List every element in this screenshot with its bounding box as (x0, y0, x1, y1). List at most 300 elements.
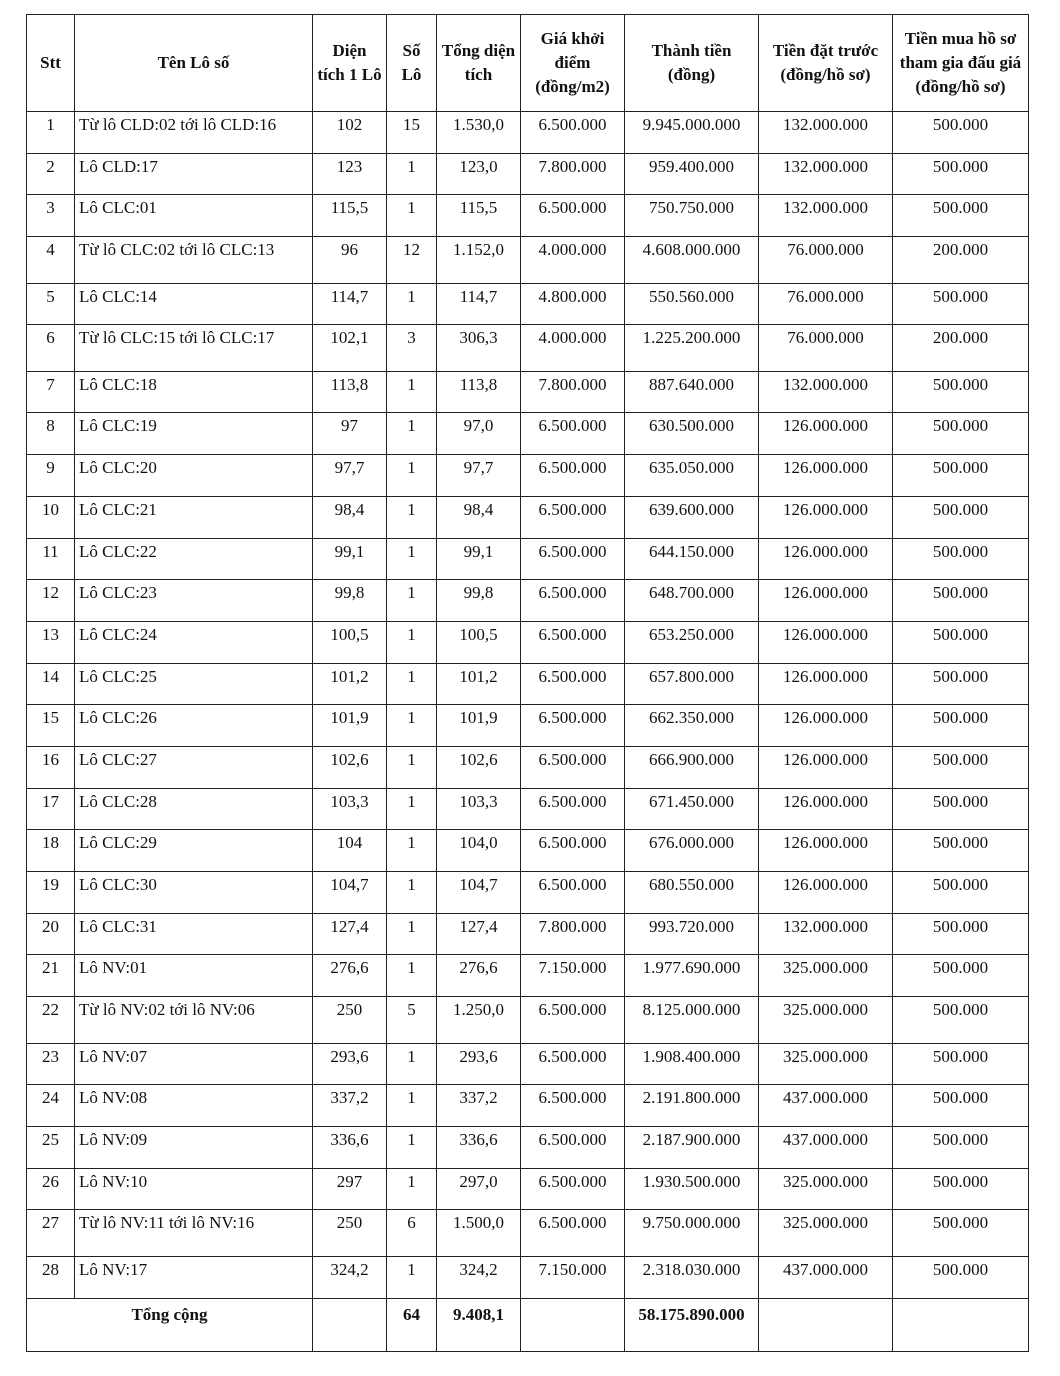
cell-area-per-lot: 337,2 (313, 1085, 387, 1127)
cell-lot-count: 1 (387, 621, 437, 663)
table-row (27, 997, 1029, 1044)
cell-amount: 662.350.000 (625, 705, 759, 747)
cell-dossier-fee: 500.000 (893, 788, 1029, 830)
table-row (27, 496, 1029, 538)
cell-area-per-lot: 276,6 (313, 955, 387, 997)
cell-amount: 1.225.200.000 (625, 325, 759, 372)
cell-total-area: 99,1 (437, 538, 521, 580)
cell-lot-name: Lô CLC:28 (75, 788, 313, 830)
cell-deposit: 126.000.000 (759, 496, 893, 538)
cell-starting-price: 4.000.000 (521, 325, 625, 372)
cell-dossier-fee: 500.000 (893, 663, 1029, 705)
cell-lot-count: 1 (387, 913, 437, 955)
cell-area-per-lot: 293,6 (313, 1043, 387, 1085)
cell-starting-price: 7.800.000 (521, 913, 625, 955)
cell-total-area: 101,2 (437, 663, 521, 705)
cell-lot-count: 1 (387, 788, 437, 830)
table-row (27, 195, 1029, 237)
header-area-per-lot: Diện tích 1 Lô (313, 15, 387, 112)
cell-lot-name: Lô CLC:20 (75, 455, 313, 497)
cell-stt: 25 (27, 1126, 75, 1168)
cell-deposit: 132.000.000 (759, 195, 893, 237)
table-row (27, 580, 1029, 622)
cell-lot-name: Lô CLC:19 (75, 413, 313, 455)
cell-stt: 22 (27, 997, 75, 1044)
header-amount: Thành tiền (đồng) (625, 15, 759, 112)
cell-starting-price: 6.500.000 (521, 1043, 625, 1085)
cell-lot-name: Lô CLD:17 (75, 153, 313, 195)
cell-area-per-lot: 114,7 (313, 283, 387, 325)
cell-amount: 9.945.000.000 (625, 112, 759, 154)
cell-starting-price: 6.500.000 (521, 112, 625, 154)
cell-deposit: 132.000.000 (759, 153, 893, 195)
cell-dossier-fee: 500.000 (893, 621, 1029, 663)
table-row (27, 1085, 1029, 1127)
cell-area-per-lot: 336,6 (313, 1126, 387, 1168)
cell-area-per-lot: 104 (313, 830, 387, 872)
header-starting-price: Giá khởi điểm (đồng/m2) (521, 15, 625, 112)
total-area: 9.408,1 (437, 1298, 521, 1351)
cell-stt: 2 (27, 153, 75, 195)
cell-total-area: 100,5 (437, 621, 521, 663)
cell-dossier-fee: 500.000 (893, 1126, 1029, 1168)
header-lot-count: Số Lô (387, 15, 437, 112)
cell-dossier-fee: 500.000 (893, 997, 1029, 1044)
cell-lot-count: 1 (387, 455, 437, 497)
cell-starting-price: 7.800.000 (521, 153, 625, 195)
cell-deposit: 325.000.000 (759, 1168, 893, 1210)
cell-total-area: 103,3 (437, 788, 521, 830)
header-lot-name: Tên Lô số (75, 15, 313, 112)
cell-area-per-lot: 98,4 (313, 496, 387, 538)
header-stt: Stt (27, 15, 75, 112)
cell-total-area: 113,8 (437, 371, 521, 413)
cell-lot-name: Từ lô NV:02 tới lô NV:06 (75, 997, 313, 1044)
cell-lot-count: 1 (387, 955, 437, 997)
cell-deposit: 126.000.000 (759, 788, 893, 830)
table-row (27, 913, 1029, 955)
cell-deposit: 132.000.000 (759, 112, 893, 154)
cell-dossier-fee: 500.000 (893, 580, 1029, 622)
cell-area-per-lot: 100,5 (313, 621, 387, 663)
cell-starting-price: 6.500.000 (521, 872, 625, 914)
cell-amount: 648.700.000 (625, 580, 759, 622)
cell-total-area: 101,9 (437, 705, 521, 747)
cell-stt: 14 (27, 663, 75, 705)
cell-dossier-fee: 500.000 (893, 112, 1029, 154)
cell-stt: 19 (27, 872, 75, 914)
cell-lot-count: 12 (387, 237, 437, 284)
header-total-area: Tổng diện tích (437, 15, 521, 112)
cell-lot-count: 1 (387, 663, 437, 705)
cell-total-area: 127,4 (437, 913, 521, 955)
cell-starting-price: 6.500.000 (521, 830, 625, 872)
cell-dossier-fee: 500.000 (893, 283, 1029, 325)
cell-lot-count: 1 (387, 746, 437, 788)
cell-deposit: 126.000.000 (759, 621, 893, 663)
cell-total-area: 1.530,0 (437, 112, 521, 154)
cell-dossier-fee: 500.000 (893, 153, 1029, 195)
cell-dossier-fee: 200.000 (893, 237, 1029, 284)
cell-stt: 3 (27, 195, 75, 237)
table-header (27, 15, 1029, 112)
cell-dossier-fee: 500.000 (893, 705, 1029, 747)
cell-stt: 1 (27, 112, 75, 154)
cell-amount: 676.000.000 (625, 830, 759, 872)
cell-lot-count: 1 (387, 1256, 437, 1298)
total-label: Tổng cộng (27, 1298, 313, 1351)
cell-stt: 9 (27, 455, 75, 497)
cell-dossier-fee: 500.000 (893, 913, 1029, 955)
cell-lot-name: Lô NV:17 (75, 1256, 313, 1298)
cell-area-per-lot: 97 (313, 413, 387, 455)
cell-deposit: 126.000.000 (759, 413, 893, 455)
cell-deposit: 126.000.000 (759, 538, 893, 580)
cell-lot-name: Lô NV:08 (75, 1085, 313, 1127)
header-dossier-fee: Tiền mua hồ sơ tham gia đấu giá (đồng/hồ sơ) (893, 15, 1029, 112)
table-row (27, 705, 1029, 747)
cell-lot-name: Lô CLC:01 (75, 195, 313, 237)
cell-lot-count: 1 (387, 538, 437, 580)
cell-total-area: 293,6 (437, 1043, 521, 1085)
cell-amount: 644.150.000 (625, 538, 759, 580)
table-row (27, 455, 1029, 497)
cell-total-area: 337,2 (437, 1085, 521, 1127)
cell-lot-name: Lô CLC:23 (75, 580, 313, 622)
cell-lot-name: Lô CLC:31 (75, 913, 313, 955)
cell-deposit: 126.000.000 (759, 830, 893, 872)
cell-lot-count: 1 (387, 153, 437, 195)
cell-starting-price: 6.500.000 (521, 413, 625, 455)
cell-dossier-fee: 500.000 (893, 1256, 1029, 1298)
table-row (27, 621, 1029, 663)
table-row (27, 872, 1029, 914)
cell-area-per-lot: 324,2 (313, 1256, 387, 1298)
cell-starting-price: 6.500.000 (521, 746, 625, 788)
cell-lot-name: Lô CLC:14 (75, 283, 313, 325)
cell-deposit: 126.000.000 (759, 872, 893, 914)
cell-lot-name: Lô CLC:21 (75, 496, 313, 538)
cell-stt: 27 (27, 1210, 75, 1257)
table-row (27, 830, 1029, 872)
cell-area-per-lot: 103,3 (313, 788, 387, 830)
cell-lot-count: 1 (387, 1043, 437, 1085)
cell-starting-price: 7.150.000 (521, 955, 625, 997)
cell-area-per-lot: 99,1 (313, 538, 387, 580)
cell-amount: 680.550.000 (625, 872, 759, 914)
cell-total-area: 104,7 (437, 872, 521, 914)
cell-amount: 887.640.000 (625, 371, 759, 413)
cell-dossier-fee: 500.000 (893, 1168, 1029, 1210)
cell-deposit: 437.000.000 (759, 1126, 893, 1168)
cell-starting-price: 7.800.000 (521, 371, 625, 413)
cell-lot-count: 15 (387, 112, 437, 154)
cell-dossier-fee: 200.000 (893, 325, 1029, 372)
cell-starting-price: 6.500.000 (521, 1168, 625, 1210)
cell-total-area: 306,3 (437, 325, 521, 372)
cell-amount: 4.608.000.000 (625, 237, 759, 284)
cell-area-per-lot: 97,7 (313, 455, 387, 497)
total-empty-price (521, 1298, 625, 1351)
cell-deposit: 76.000.000 (759, 237, 893, 284)
cell-total-area: 276,6 (437, 955, 521, 997)
table-row (27, 112, 1029, 154)
cell-amount: 630.500.000 (625, 413, 759, 455)
cell-starting-price: 7.150.000 (521, 1256, 625, 1298)
cell-area-per-lot: 96 (313, 237, 387, 284)
cell-starting-price: 6.500.000 (521, 538, 625, 580)
total-amount: 58.175.890.000 (625, 1298, 759, 1351)
cell-lot-count: 1 (387, 195, 437, 237)
land-lot-auction-table (26, 14, 1029, 1352)
table-row (27, 237, 1029, 284)
cell-lot-count: 1 (387, 830, 437, 872)
cell-stt: 12 (27, 580, 75, 622)
cell-deposit: 325.000.000 (759, 955, 893, 997)
cell-lot-count: 1 (387, 413, 437, 455)
cell-lot-count: 6 (387, 1210, 437, 1257)
cell-deposit: 132.000.000 (759, 371, 893, 413)
cell-deposit: 126.000.000 (759, 663, 893, 705)
cell-area-per-lot: 113,8 (313, 371, 387, 413)
cell-total-area: 336,6 (437, 1126, 521, 1168)
cell-dossier-fee: 500.000 (893, 371, 1029, 413)
cell-amount: 671.450.000 (625, 788, 759, 830)
cell-amount: 639.600.000 (625, 496, 759, 538)
cell-lot-name: Lô NV:09 (75, 1126, 313, 1168)
cell-stt: 5 (27, 283, 75, 325)
cell-dossier-fee: 500.000 (893, 1043, 1029, 1085)
cell-amount: 657.800.000 (625, 663, 759, 705)
cell-deposit: 132.000.000 (759, 913, 893, 955)
document-page (26, 14, 1028, 1352)
cell-stt: 23 (27, 1043, 75, 1085)
cell-stt: 20 (27, 913, 75, 955)
cell-starting-price: 6.500.000 (521, 1085, 625, 1127)
cell-amount: 653.250.000 (625, 621, 759, 663)
cell-deposit: 437.000.000 (759, 1256, 893, 1298)
cell-dossier-fee: 500.000 (893, 455, 1029, 497)
cell-stt: 10 (27, 496, 75, 538)
cell-area-per-lot: 101,2 (313, 663, 387, 705)
cell-dossier-fee: 500.000 (893, 413, 1029, 455)
cell-area-per-lot: 102 (313, 112, 387, 154)
cell-area-per-lot: 104,7 (313, 872, 387, 914)
table-row (27, 746, 1029, 788)
cell-deposit: 126.000.000 (759, 746, 893, 788)
total-row (27, 1298, 1029, 1351)
cell-dossier-fee: 500.000 (893, 1085, 1029, 1127)
cell-deposit: 126.000.000 (759, 455, 893, 497)
cell-amount: 750.750.000 (625, 195, 759, 237)
table-row (27, 663, 1029, 705)
cell-lot-name: Lô CLC:27 (75, 746, 313, 788)
cell-lot-name: Từ lô NV:11 tới lô NV:16 (75, 1210, 313, 1257)
cell-dossier-fee: 500.000 (893, 872, 1029, 914)
cell-amount: 1.908.400.000 (625, 1043, 759, 1085)
cell-lot-count: 5 (387, 997, 437, 1044)
cell-total-area: 99,8 (437, 580, 521, 622)
cell-amount: 993.720.000 (625, 913, 759, 955)
cell-starting-price: 6.500.000 (521, 1126, 625, 1168)
cell-lot-name: Từ lô CLD:02 tới lô CLD:16 (75, 112, 313, 154)
cell-lot-count: 1 (387, 580, 437, 622)
cell-stt: 24 (27, 1085, 75, 1127)
table-row (27, 538, 1029, 580)
cell-starting-price: 6.500.000 (521, 705, 625, 747)
cell-amount: 8.125.000.000 (625, 997, 759, 1044)
cell-total-area: 114,7 (437, 283, 521, 325)
total-lot-count: 64 (387, 1298, 437, 1351)
cell-dossier-fee: 500.000 (893, 538, 1029, 580)
cell-stt: 26 (27, 1168, 75, 1210)
cell-lot-name: Từ lô CLC:15 tới lô CLC:17 (75, 325, 313, 372)
cell-area-per-lot: 115,5 (313, 195, 387, 237)
table-row (27, 413, 1029, 455)
cell-starting-price: 6.500.000 (521, 621, 625, 663)
cell-starting-price: 4.800.000 (521, 283, 625, 325)
cell-lot-count: 1 (387, 1168, 437, 1210)
cell-area-per-lot: 250 (313, 1210, 387, 1257)
cell-starting-price: 6.500.000 (521, 580, 625, 622)
cell-deposit: 325.000.000 (759, 997, 893, 1044)
table-row (27, 371, 1029, 413)
cell-lot-count: 1 (387, 283, 437, 325)
cell-stt: 15 (27, 705, 75, 747)
cell-deposit: 126.000.000 (759, 705, 893, 747)
cell-stt: 28 (27, 1256, 75, 1298)
cell-total-area: 97,0 (437, 413, 521, 455)
cell-starting-price: 6.500.000 (521, 195, 625, 237)
cell-area-per-lot: 101,9 (313, 705, 387, 747)
cell-starting-price: 4.000.000 (521, 237, 625, 284)
cell-total-area: 324,2 (437, 1256, 521, 1298)
cell-total-area: 1.500,0 (437, 1210, 521, 1257)
cell-area-per-lot: 127,4 (313, 913, 387, 955)
table-row (27, 1256, 1029, 1298)
total-empty-fee (893, 1298, 1029, 1351)
table-body (27, 112, 1029, 1299)
cell-amount: 2.318.030.000 (625, 1256, 759, 1298)
cell-starting-price: 6.500.000 (521, 997, 625, 1044)
cell-dossier-fee: 500.000 (893, 746, 1029, 788)
cell-total-area: 297,0 (437, 1168, 521, 1210)
cell-lot-count: 3 (387, 325, 437, 372)
cell-total-area: 123,0 (437, 153, 521, 195)
table-row (27, 788, 1029, 830)
cell-deposit: 126.000.000 (759, 580, 893, 622)
cell-amount: 635.050.000 (625, 455, 759, 497)
cell-lot-name: Lô CLC:30 (75, 872, 313, 914)
cell-deposit: 76.000.000 (759, 325, 893, 372)
cell-amount: 959.400.000 (625, 153, 759, 195)
cell-total-area: 1.250,0 (437, 997, 521, 1044)
cell-amount: 1.930.500.000 (625, 1168, 759, 1210)
cell-stt: 11 (27, 538, 75, 580)
cell-area-per-lot: 297 (313, 1168, 387, 1210)
table-footer (27, 1298, 1029, 1351)
cell-amount: 550.560.000 (625, 283, 759, 325)
cell-area-per-lot: 102,6 (313, 746, 387, 788)
cell-amount: 666.900.000 (625, 746, 759, 788)
cell-stt: 4 (27, 237, 75, 284)
cell-area-per-lot: 99,8 (313, 580, 387, 622)
cell-stt: 6 (27, 325, 75, 372)
cell-amount: 2.191.800.000 (625, 1085, 759, 1127)
cell-total-area: 104,0 (437, 830, 521, 872)
cell-stt: 21 (27, 955, 75, 997)
cell-lot-name: Lô CLC:22 (75, 538, 313, 580)
cell-lot-name: Lô NV:10 (75, 1168, 313, 1210)
cell-area-per-lot: 123 (313, 153, 387, 195)
cell-deposit: 437.000.000 (759, 1085, 893, 1127)
cell-dossier-fee: 500.000 (893, 496, 1029, 538)
cell-lot-name: Lô CLC:18 (75, 371, 313, 413)
table-row (27, 325, 1029, 372)
table-row (27, 1210, 1029, 1257)
header-deposit: Tiền đặt trước (đồng/hồ sơ) (759, 15, 893, 112)
cell-lot-count: 1 (387, 1126, 437, 1168)
cell-lot-name: Lô CLC:25 (75, 663, 313, 705)
cell-dossier-fee: 500.000 (893, 195, 1029, 237)
cell-lot-name: Lô CLC:29 (75, 830, 313, 872)
cell-lot-name: Từ lô CLC:02 tới lô CLC:13 (75, 237, 313, 284)
cell-total-area: 102,6 (437, 746, 521, 788)
cell-stt: 8 (27, 413, 75, 455)
cell-area-per-lot: 250 (313, 997, 387, 1044)
table-row (27, 283, 1029, 325)
cell-lot-count: 1 (387, 872, 437, 914)
cell-lot-name: Lô CLC:24 (75, 621, 313, 663)
cell-amount: 1.977.690.000 (625, 955, 759, 997)
cell-starting-price: 6.500.000 (521, 455, 625, 497)
cell-stt: 16 (27, 746, 75, 788)
cell-stt: 18 (27, 830, 75, 872)
cell-total-area: 115,5 (437, 195, 521, 237)
cell-lot-name: Lô NV:07 (75, 1043, 313, 1085)
cell-amount: 9.750.000.000 (625, 1210, 759, 1257)
cell-amount: 2.187.900.000 (625, 1126, 759, 1168)
total-empty-deposit (759, 1298, 893, 1351)
cell-dossier-fee: 500.000 (893, 830, 1029, 872)
cell-deposit: 76.000.000 (759, 283, 893, 325)
cell-starting-price: 6.500.000 (521, 663, 625, 705)
cell-deposit: 325.000.000 (759, 1043, 893, 1085)
table-row (27, 1043, 1029, 1085)
cell-lot-name: Lô NV:01 (75, 955, 313, 997)
cell-starting-price: 6.500.000 (521, 496, 625, 538)
cell-area-per-lot: 102,1 (313, 325, 387, 372)
header-row (27, 15, 1029, 112)
cell-stt: 17 (27, 788, 75, 830)
cell-starting-price: 6.500.000 (521, 788, 625, 830)
table-row (27, 1126, 1029, 1168)
cell-starting-price: 6.500.000 (521, 1210, 625, 1257)
cell-lot-count: 1 (387, 705, 437, 747)
cell-dossier-fee: 500.000 (893, 955, 1029, 997)
cell-deposit: 325.000.000 (759, 1210, 893, 1257)
cell-dossier-fee: 500.000 (893, 1210, 1029, 1257)
cell-total-area: 1.152,0 (437, 237, 521, 284)
cell-lot-name: Lô CLC:26 (75, 705, 313, 747)
cell-lot-count: 1 (387, 1085, 437, 1127)
cell-stt: 7 (27, 371, 75, 413)
table-row (27, 1168, 1029, 1210)
total-empty-area-per-lot (313, 1298, 387, 1351)
cell-total-area: 97,7 (437, 455, 521, 497)
cell-lot-count: 1 (387, 496, 437, 538)
cell-lot-count: 1 (387, 371, 437, 413)
